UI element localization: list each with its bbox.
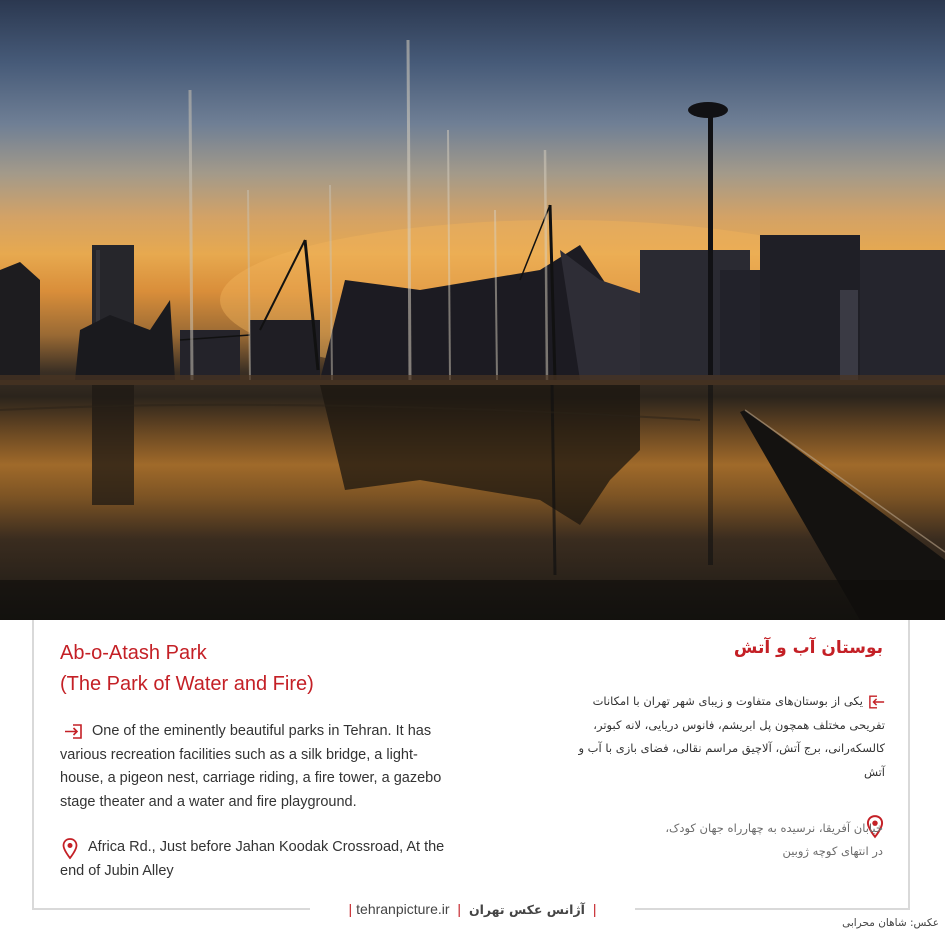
persian-description: یکی از بوستان‌های متفاوت و زیبای شهر تهران با امکانات تفریحی مختلف همچون پل ابریشم، فانوس دریایی، لانه کبوتر، کالسکه‌رانی، برج آتش، آلاچیق مراسم نقالی، فضای بازی با آب و آتش (578, 694, 885, 779)
persian-address-block (583, 817, 883, 863)
persian-title: بوستان آب و آتش (733, 638, 883, 658)
photo-credit: عکس: شاهان محرابی (842, 917, 939, 929)
footer-separator-left: | (348, 901, 353, 917)
persian-address-line2: در انتهای کوچه ژوبین (782, 844, 883, 858)
arrow-into-box-icon-fa (869, 695, 885, 709)
footer-bar (310, 898, 635, 920)
english-description-block (60, 720, 452, 814)
english-title-line2: (The Park of Water and Fire) (60, 673, 314, 695)
english-description: One of the eminently beautiful parks in Tehran. It has various recreation facilities such as a silk bridge, a light-house, a pigeon nest, carriage riding, a fire tower, a gazebo stage theater and a water and fire playground. (60, 723, 442, 810)
english-address: Africa Rd., Just before Jahan Koodak Crossroad, At the end of Jubin Alley (60, 839, 445, 879)
english-title (60, 638, 314, 700)
english-address-block (60, 836, 452, 883)
persian-description-block (555, 690, 885, 784)
footer-separator-right: | (592, 901, 597, 917)
english-title-line1: Ab-o-Atash Park (60, 642, 207, 664)
footer-site[interactable]: tehranpicture.ir (356, 901, 450, 917)
footer-agency: آژانس عکس تهران (468, 902, 585, 917)
persian-address-line1: خیابان آفریقا، نرسیده به چهارراه جهان کودک، (665, 821, 883, 835)
footer-separator-mid: | (457, 901, 462, 917)
arrow-into-box-icon (64, 724, 82, 739)
